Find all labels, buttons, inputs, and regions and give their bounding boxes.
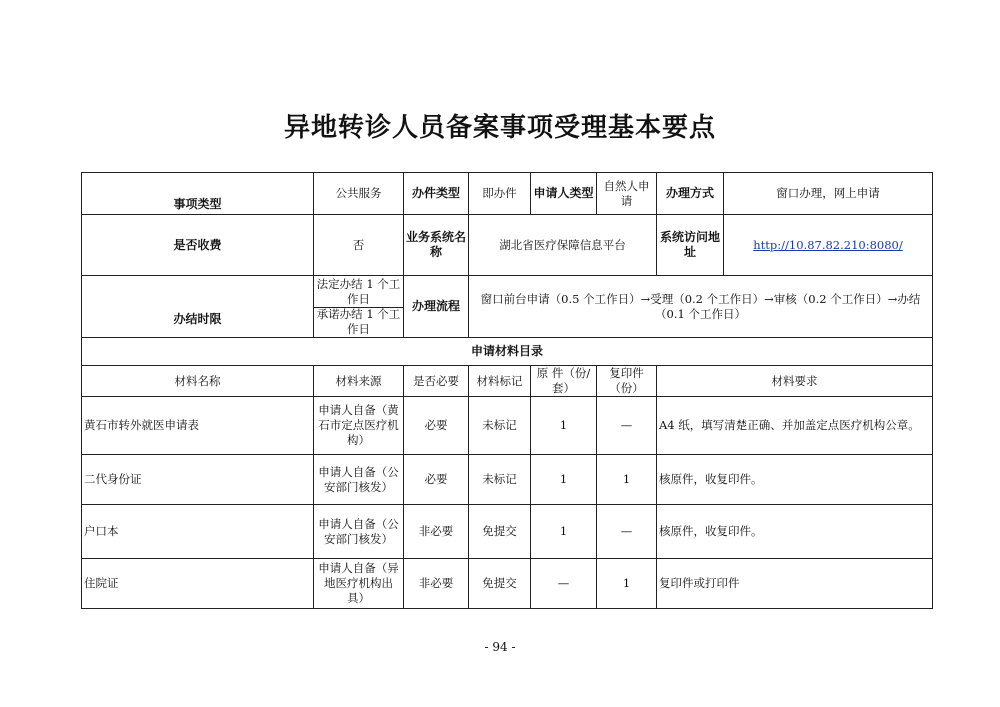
system-url-link[interactable]: http://10.87.82.210:8080/ (753, 237, 903, 252)
system-url-label: 系统访问地址 (657, 215, 724, 275)
fee-value: 否 (314, 215, 404, 276)
material-name: 黄石市转外就医申请表 (82, 397, 314, 455)
handle-type-label: 办件类型 (404, 173, 469, 215)
material-original: 1 (531, 505, 597, 559)
material-original: 1 (531, 455, 597, 505)
handle-type-value: 即办件 (469, 173, 531, 215)
material-source: 申请人自备（公安部门核发） (314, 455, 404, 505)
system-name-label: 业务系统名称 (404, 215, 469, 276)
material-copy: — (597, 397, 657, 455)
fee-label: 是否收费 (82, 215, 314, 276)
table-row (82, 559, 933, 609)
process-value: 窗口前台申请（0.5 个工作日）→受理（0.2 个工作日）→审核（0.2 个工作日）→办结（0.1 个工作日） (469, 276, 933, 338)
material-source: 申请人自备（黄石市定点医疗机构） (314, 397, 404, 455)
column-header: 是否必要 (404, 366, 469, 397)
table-row (82, 505, 933, 559)
material-copy: — (597, 505, 657, 559)
time-limit-values (314, 276, 404, 338)
material-requirement: 核原件，收复印件。 (657, 505, 933, 559)
item-type-value: 公共服务 (314, 173, 404, 215)
material-name: 二代身份证 (82, 455, 314, 505)
material-required: 必要 (404, 455, 469, 505)
material-mark: 免提交 (469, 559, 531, 609)
column-header: 原 件（份/套） (531, 366, 597, 397)
materials-header: 申请材料目录 (82, 338, 933, 366)
material-copy: 1 (597, 455, 657, 505)
page-title: 异地转诊人员备案事项受理基本要点 (283, 113, 716, 143)
material-mark: 免提交 (469, 505, 531, 559)
material-required: 非必要 (404, 505, 469, 559)
material-mark: 未标记 (469, 455, 531, 505)
material-requirement: 核原件，收复印件。 (657, 455, 933, 505)
material-requirement: A4 纸，填写清楚正确、并加盖定点医疗机构公章。 (657, 397, 933, 455)
column-header: 材料名称 (82, 366, 314, 397)
system-url-cell (657, 215, 933, 276)
table-row (82, 455, 933, 505)
column-header: 材料要求 (657, 366, 933, 397)
handle-method-value: 窗口办理，网上申请 (776, 186, 880, 200)
handle-method-label: 办理方式 (657, 173, 724, 214)
item-type-label: 事项类型 (82, 173, 314, 215)
material-required: 非必要 (404, 559, 469, 609)
material-original: 1 (531, 397, 597, 455)
column-header: 材料标记 (469, 366, 531, 397)
material-mark: 未标记 (469, 397, 531, 455)
column-header: 复印件（份） (597, 366, 657, 397)
table-row (82, 397, 933, 455)
material-copy: 1 (597, 559, 657, 609)
process-label: 办理流程 (404, 276, 469, 338)
legal-time-limit: 法定办结 1 个工作日 (316, 277, 401, 306)
handle-method-cell (657, 173, 933, 215)
applicant-type-value: 自然人申请 (597, 173, 657, 215)
material-source: 申请人自备（异地医疗机构出具） (314, 559, 404, 609)
time-limit-label: 办结时限 (82, 276, 314, 338)
material-source: 申请人自备（公安部门核发） (314, 505, 404, 559)
material-requirement: 复印件或打印件 (657, 559, 933, 609)
applicant-type-label: 申请人类型 (531, 173, 597, 215)
material-name: 住院证 (82, 559, 314, 609)
requirements-table (81, 172, 933, 609)
material-name: 户口本 (82, 505, 314, 559)
material-original: — (531, 559, 597, 609)
system-name-value: 湖北省医疗保障信息平台 (469, 215, 657, 276)
material-required: 必要 (404, 397, 469, 455)
promised-time-limit: 承诺办结 1 个工作日 (314, 307, 403, 336)
column-header: 材料来源 (314, 366, 404, 397)
page-number: - 94 - (484, 640, 516, 654)
